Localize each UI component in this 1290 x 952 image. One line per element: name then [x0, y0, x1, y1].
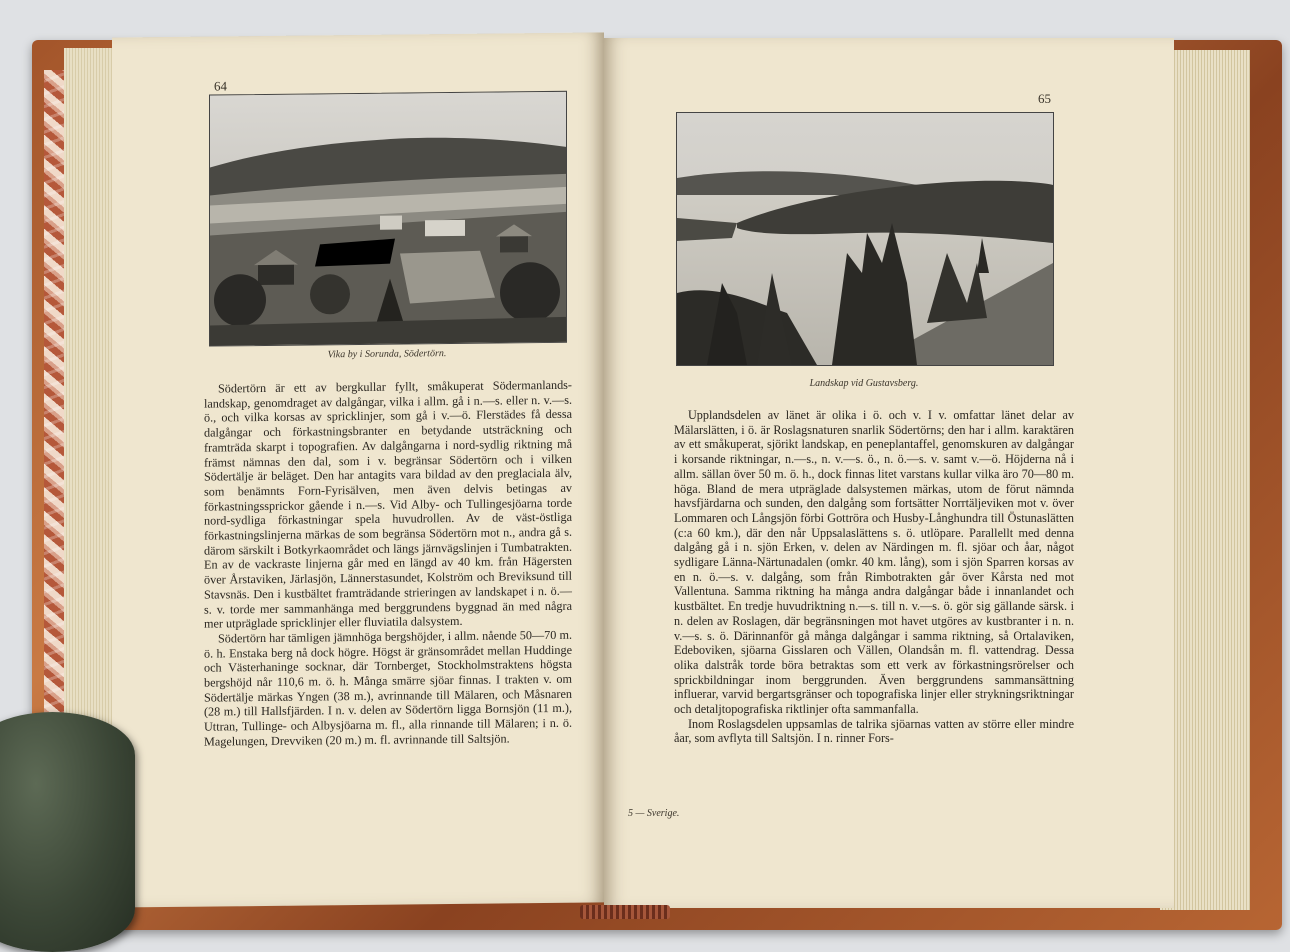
photo-vika-by — [209, 91, 567, 347]
right-page — [604, 38, 1174, 908]
page-number: 65 — [1038, 91, 1051, 106]
round-box-object — [0, 712, 135, 952]
paragraph: Inom Roslagsdelen uppsamlas de talrika sjöarnas vatten av större eller mindre åar, som avflyta till Saltsjön. I n. rinner Fors- — [674, 716, 1074, 746]
signature-mark: 5 — Sverige. — [628, 808, 680, 819]
right-body-text — [674, 408, 1074, 746]
left-page — [112, 32, 604, 907]
left-body-text — [204, 378, 572, 749]
paragraph: Upplandsdelen av länet är olika i ö. och v. I v. omfattar länet delar av Mälarslätten, i ö. är Roslagsnaturen snarlik Södertörns; den har i allm. karaktären av ett småkuperat, sjörikt landskap, en peneplantaffel, genomskuren av dalgångar i korsande riktningar, n.—s., n. v.—s. ö., n. ö.—s. v. samt v.—ö. Höjderna nå i allm. sällan över 50 m. ö. h., dock finnas litet varstans kullar vilka äro 70—80 m. höga. Bland de mera utpräglade dalsystemen märkas, utom de förut nämnda havsfjärdarna och sunden, den dalgång som fortsätter Norrtäljeviken mot v. över Lommaren och Långsjön förbi Gottröra och Husby-Långhundra till Östunaslätten (c:a 60 km.), där den når Uppsalaslättens s. ö. utlöpare. Parallellt med denna dalgång gå i n. sjön Erken, v. delen av Närdingen m. fl. sjöar och åar, något sydligare Länna-Närtunadalen (omkr. 40 km. lång), som i sjön Sparren korsas av en n. ö.—s. v. dalgång, som från Rimbotrakten går över Kårsta ned mot Vallentuna. Samma riktning ha många andra dalgångar både i innanlandet och kustbältet. En tredje huvudriktning n.—s. till n. v.—s. ö. gör sig gällande särsk. i n. delen av Roslagen, där begränsningen mot havet utgöres av kustbranter i n. n. v.—s. s. ö. Därinnanför gå många dalgångar i samma riktning, så Ortalaviken, Edeboviken, sjöarna Gisslaren och Vällen, Olandsån m. fl. vattendrag. Dessa olika dalstråk torde böra betraktas som ett verk av förkastningsrörelser och sprickbildningar inom berggrunden. Även berggrundens sammansättning influerar, varvid bergartsgränser och topografiska linjer eller strykningsriktningar och detaljtopografiska riktlinjer ofta sammanfalla. — [674, 408, 1074, 717]
paragraph: Södertörn har tämligen jämnhöga bergshöjder, i allm. nående 50—70 m. ö. h. Enstaka berg nå dock högre. Högst är gränsområdet mellan Huddinge och Västerhaninge socknar, där Tornberget, Stockholmstraktens högsta bergshöjd når 110,6 m. ö. h. Många smärre sjöar finnas. I trakten v. om Södertälje märkas Yngen (38 m.), avrinnande till Mälaren, och Måsnaren (28 m.) till Hallsfjärden. I n. v. delen av Södertörn ligga Bornsjön (11 m.), Uttran, Tullinge- och Albysjöarna m. fl., alla rinnande till Mälaren; i n. ö. Magelungen, Drevviken (20 m.) m. fl. avrinnande till Saltsjön. — [204, 627, 572, 749]
page-number: 64 — [214, 78, 227, 94]
photo-caption: Landskap vid Gustavsberg. — [809, 378, 919, 389]
paragraph: Södertörn är ett av bergkullar fyllt, småkuperat Södermanlands-landskap, genomdraget av dalgångar, vilka i allm. gå i n.—s. eller n. v.—s. ö., och vilka korsas av spricklinjer, som gå i v.—ö. Flerstädes få dessa dalgångar och förkastningsbranter en betydande utsträckning och framträda skarpt i topografien. Av dalgångarna i nord-sydlig riktning må främst nämnas den dal, som i v. begränsar Södertörn och i vilken Södertälje är beläget. Den har antagits vara bildad av den preglaciala älv, som benämnts Forn-Fyrisälven, men även delvis betingas av förkastningssprickor gående i n.—s. Vid Alby- och Tullingesjöarna torde nord-sydliga förkastningar spela huvudrollen. Av de väst-östliga förkastningslinjerna märkas de som begränsa Södertörn mot n., andra gå s. därom särskilt i Botkyrkaområdet och längs järnvägslinjen i Tumbatrakten. En av de vackraste linjerna går med en längd av 40 km. från Hägersten över Årstaviken, Järlasjön, Lännerstasundet, Kolström och Breviksund till Stavsnäs. Den i kustbältet framträdande strieringen av landskapet i n. ö.—s. v. torde mer sammanhänga med berggrundens byggnad än med några mer utpräglade spricklinjer eller fluviatila dalsystem. — [204, 377, 572, 631]
photo-caption: Vika by i Sorunda, Södertörn. — [327, 348, 447, 361]
bookmark-ribbon — [580, 905, 670, 919]
photo-gustavsberg — [676, 112, 1054, 366]
